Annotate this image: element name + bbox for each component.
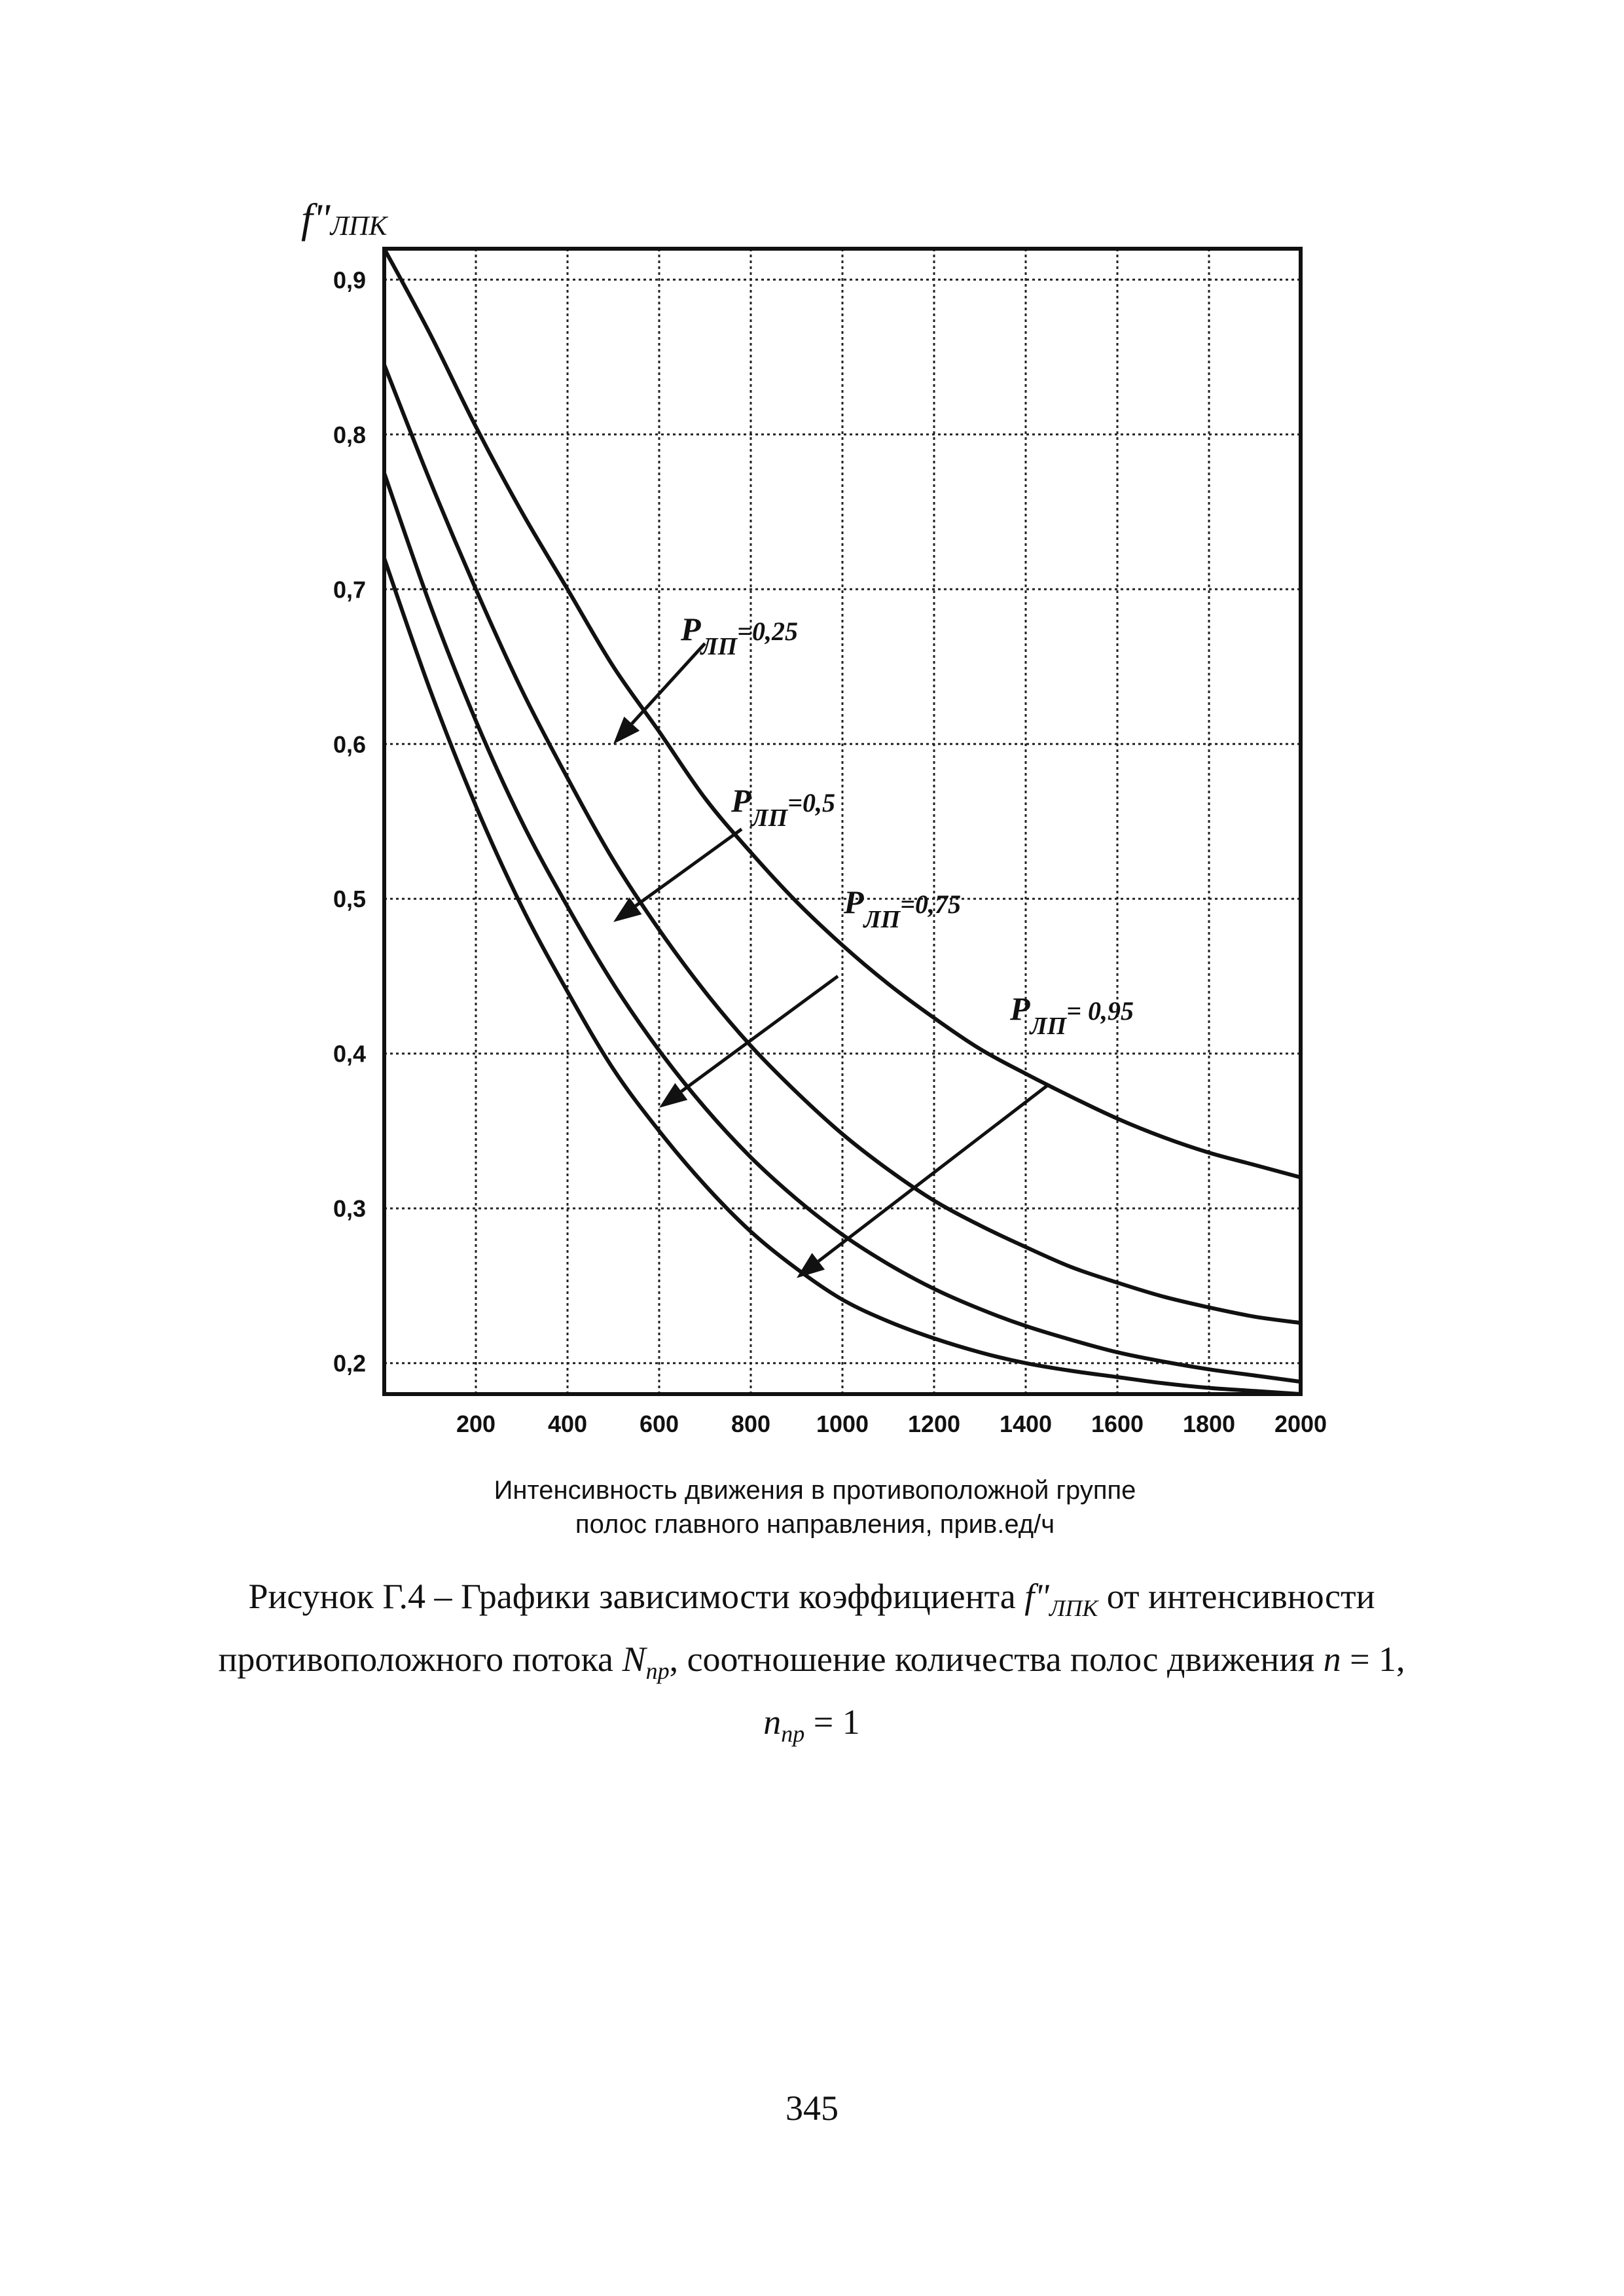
series-label-sub: ЛП — [700, 633, 738, 660]
y-tick-label: 0,3 — [333, 1195, 366, 1223]
series-label-3 — [843, 884, 961, 933]
caption-n2-symbol: n — [1323, 1639, 1341, 1679]
series-label-main: P — [681, 611, 701, 647]
x-tick-label: 400 — [547, 1410, 588, 1437]
figure-caption — [164, 1571, 1460, 1759]
arrow-head-4 — [797, 1253, 825, 1278]
y-tick-label: 0,7 — [333, 576, 366, 603]
x-tick-label: 200 — [456, 1410, 496, 1437]
series-label-main: P — [844, 884, 864, 920]
x-tick-label: 1600 — [1091, 1410, 1144, 1437]
caption-part4: = 1, — [1350, 1639, 1405, 1679]
x-axis-label-line2: полос главного направления, прив.ед/ч — [575, 1510, 1055, 1538]
caption-part2: от интенсивности противоположного потока — [218, 1577, 1375, 1679]
series-label-main: P — [1010, 990, 1030, 1027]
x-tick-label: 1000 — [816, 1410, 869, 1437]
x-tick-label: 600 — [639, 1410, 679, 1437]
caption-n-sub: пр — [645, 1657, 670, 1684]
y-axis-title-sub: ЛПК — [330, 211, 388, 242]
x-tick-label: 1800 — [1182, 1410, 1236, 1437]
caption-part1: Рисунок Г.4 – Графики зависимости коэффициента — [248, 1577, 1016, 1616]
y-tick-label: 0,8 — [333, 421, 366, 448]
y-tick-label: 0,4 — [333, 1040, 366, 1067]
annotation-arrows — [613, 643, 1049, 1278]
series-labels — [680, 611, 1134, 1040]
x-tick-label: 800 — [731, 1410, 771, 1437]
x-axis-label-line1: Интенсивность движения в противоположной группе — [494, 1476, 1136, 1505]
series-label-sub: ЛП — [751, 804, 788, 832]
caption-n-symbol: N — [622, 1639, 646, 1679]
series-label-main: P — [731, 782, 751, 819]
y-tick-labels — [333, 266, 366, 1376]
x-tick-label: 2000 — [1274, 1410, 1327, 1437]
caption-f-symbol: f" — [1024, 1577, 1049, 1616]
caption-part5: = 1 — [813, 1702, 860, 1742]
series-label-value: =0,75 — [900, 889, 961, 919]
x-tick-labels — [456, 1410, 1327, 1437]
y-tick-label: 0,6 — [333, 730, 366, 758]
caption-part3: , соотношение количества полос движения — [669, 1639, 1315, 1679]
y-axis-title-main: f" — [301, 195, 331, 242]
y-axis-title — [301, 195, 388, 242]
series-label-value: =0,5 — [787, 788, 835, 817]
y-tick-label: 0,9 — [333, 266, 366, 294]
x-tick-label: 1200 — [907, 1410, 961, 1437]
page-number: 345 — [785, 2089, 839, 2128]
series-label-sub: ЛП — [863, 906, 901, 933]
y-tick-label: 0,5 — [333, 886, 366, 913]
y-tick-label: 0,2 — [333, 1350, 366, 1377]
series-label-4 — [1009, 990, 1134, 1040]
series-label-value: = 0,95 — [1066, 996, 1134, 1026]
caption-n3-sub: пр — [781, 1720, 805, 1747]
arrow-head-3 — [659, 1083, 687, 1108]
caption-f-sub: ЛПК — [1049, 1594, 1098, 1621]
arrow-line-1 — [632, 643, 705, 724]
caption-n3-symbol: n — [763, 1702, 782, 1742]
arrow-line-2 — [636, 829, 742, 906]
series-label-sub: ЛП — [1030, 1013, 1067, 1040]
series-label-value: =0,25 — [737, 617, 798, 646]
x-tick-label: 1400 — [999, 1410, 1053, 1437]
series-label-2 — [731, 782, 835, 832]
